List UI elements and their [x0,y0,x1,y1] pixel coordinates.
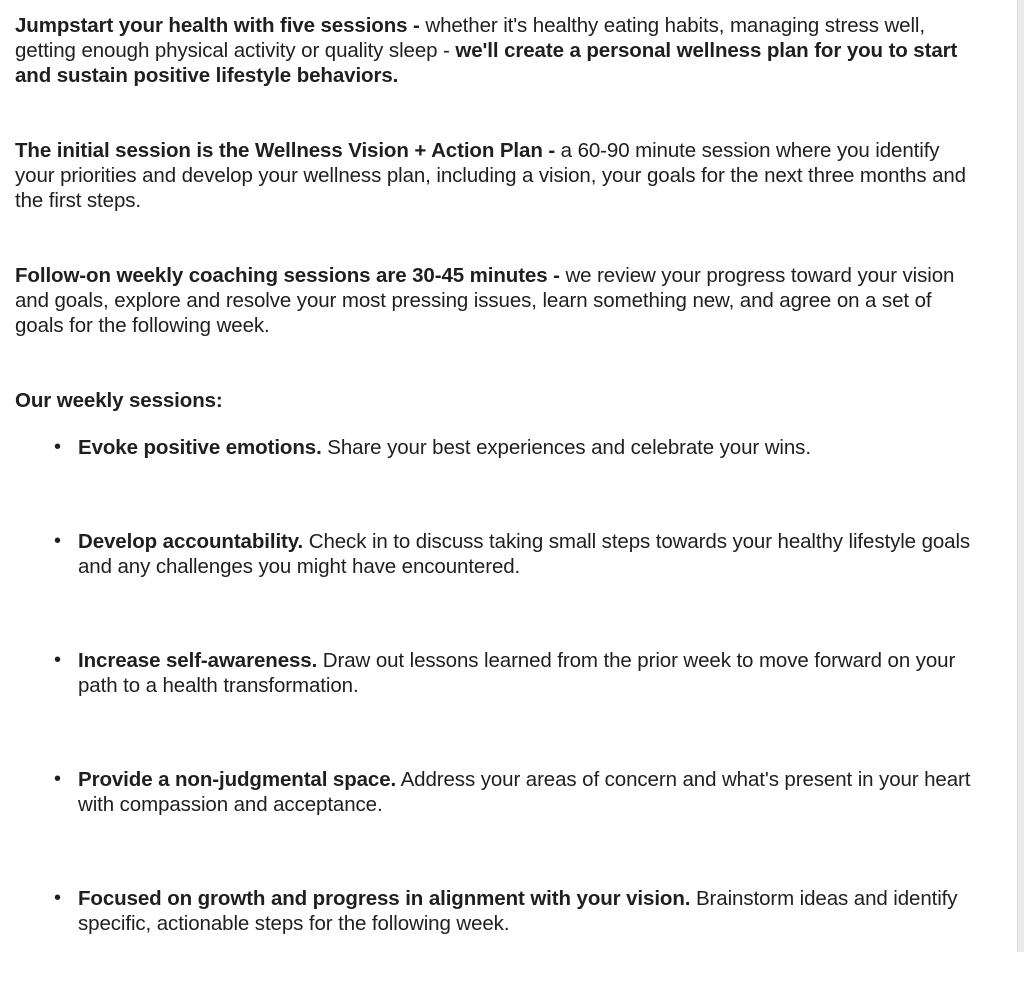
wellness-content [15,13,975,1005]
bullet-icon: • [54,436,61,458]
list-item-bold: Increase self-awareness. [78,649,318,672]
initial-session-paragraph [15,138,975,213]
list-item-text: Share your best experiences and celebrate your wins. [321,436,811,459]
list-item-bold: Evoke positive emotions. [78,436,322,459]
initial-session-text: a 60-90 minute session where you identify your priorities and develop your wellness plan, including a vision, your goals for the next three months and the first steps. [15,139,966,212]
intro-paragraph [15,13,975,88]
bullet-icon: • [54,649,61,671]
list-item [15,886,975,936]
list-item-text: Check in to discuss taking small steps towards your healthy lifestyle goals and any challenges you might have encountered. [78,530,971,578]
followon-session-bold: Follow-on weekly coaching sessions are 30-45 minutes - [15,264,560,287]
sessions-heading [15,388,975,413]
initial-session-bold: The initial session is the Wellness Vision + Action Plan - [15,139,556,162]
scrollbar-track[interactable] [1017,0,1024,952]
intro-bold-lead: Jumpstart your health with five sessions - [15,14,420,37]
list-item [15,435,975,460]
list-item-bold: Develop accountability. [78,530,304,553]
bullet-icon: • [54,530,61,552]
followon-session-text: we review your progress toward your vision and goals, explore and resolve your most pressing issues, learn something new, and agree on a set of goals for the following week. [15,264,955,337]
list-item [15,648,975,698]
list-item-text: Draw out lessons learned from the prior week to move forward on your path to a health transformation. [78,649,956,697]
intro-text: whether it's healthy eating habits, managing stress well, getting enough physical activity or quality sleep - [15,14,925,62]
list-item-text: Brainstorm ideas and identify specific, actionable steps for the following week. [78,887,958,935]
followon-session-paragraph [15,263,975,338]
list-item-bold: Provide a non-judgmental space. [78,768,397,791]
bullet-icon: • [54,768,61,790]
intro-bold-plan: we'll create a personal wellness plan for you to start and sustain positive lifestyle behaviors. [15,39,958,87]
list-item [15,529,975,579]
list-item [15,767,975,817]
sessions-heading-text: Our weekly sessions: [15,389,223,412]
list-item-bold: Focused on growth and progress in alignment with your vision. [78,887,691,910]
bullet-icon: • [54,887,61,909]
sessions-list [15,435,975,936]
list-item-text: Address your areas of concern and what's present in your heart with compassion and acceptance. [78,768,971,816]
